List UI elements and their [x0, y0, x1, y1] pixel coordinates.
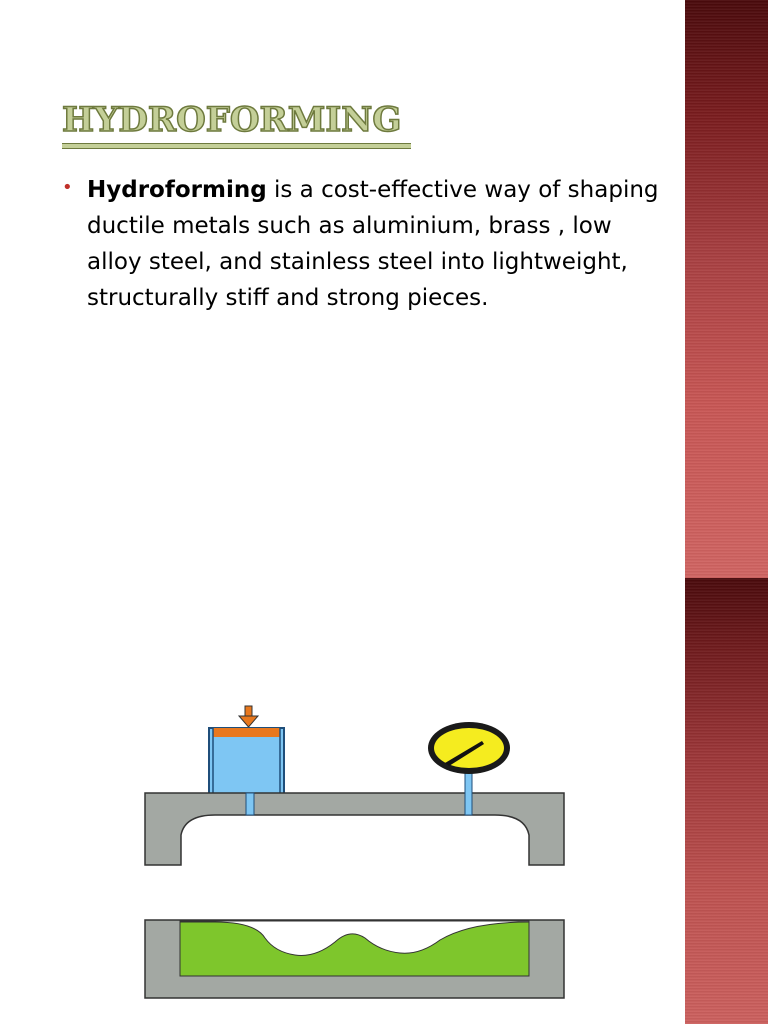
- pressure-gauge-icon: [428, 722, 510, 774]
- bullet-line-2: ductile metals such as aluminium, brass , low: [87, 213, 612, 239]
- bullet-line-4: structurally stiff and strong pieces.: [87, 285, 489, 311]
- bullet-line-1: [87, 172, 701, 208]
- bullet-term: Hydroforming: [87, 177, 267, 203]
- slide-title: HYDROFORMING: [62, 100, 402, 140]
- decorative-side-bar: [685, 0, 768, 1024]
- bullet-icon: •: [62, 177, 73, 198]
- gauge-stem: [465, 772, 472, 815]
- upper-die: [145, 793, 564, 865]
- down-arrow-icon: [239, 706, 258, 727]
- hydroforming-diagram: [140, 700, 570, 1005]
- bullet-line-3: alloy steel, and stainless steel into lightweight,: [87, 249, 628, 275]
- piston-plate: [213, 728, 280, 737]
- bullet-line-1-rest: is a cost-effective way of shaping: [266, 177, 659, 203]
- bullet-text: [87, 172, 701, 316]
- title-underline: [62, 143, 411, 149]
- fluid-channel: [246, 793, 254, 815]
- fluid-cylinder: [209, 728, 284, 794]
